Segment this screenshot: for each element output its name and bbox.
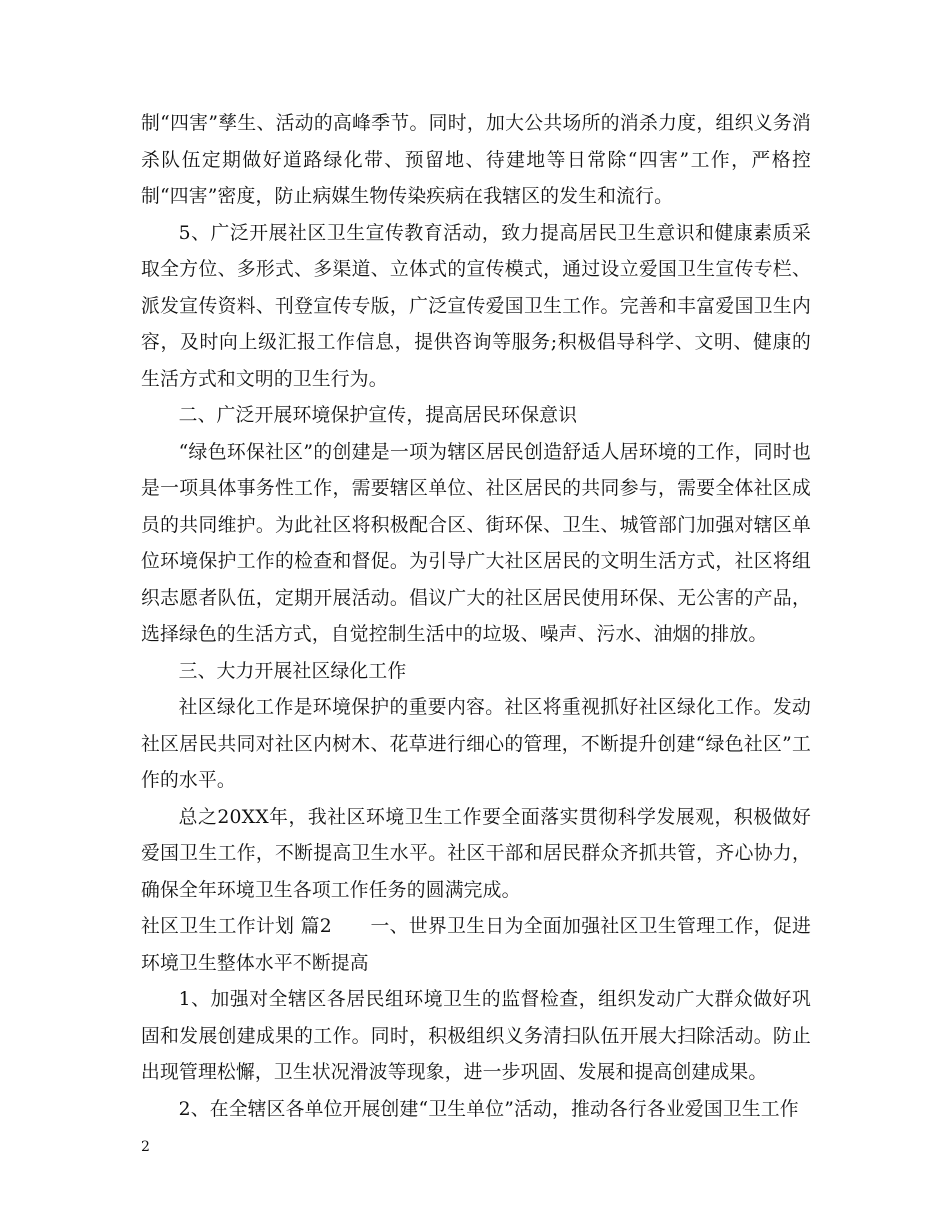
plan-2-heading: 社区卫生工作计划 篇2 一、世界卫生日为全面加强社区卫生管理工作，促进环境卫生整体水平不断提高 (141, 916, 811, 974)
paragraph-green-community: “绿色环保社区”的创建是一项为辖区居民创造舒适人居环境的工作，同时也是一项具体事务性工作，需要辖区单位、社区居民的共同参与，需要全体社区成员的共同维护。为此社区将积极配合区、街环保、卫生、城管部门加强对辖区单位环境保护工作的检查和督促。为引导广大社区居民的文明生活方式，社区将组织志愿者队伍，定期开展活动。倡议广大的社区居民使用环保、无公害的产品，选择绿色的生活方式，自觉控制生活中的垃圾、噪声、污水、油烟的排放。 (141, 441, 811, 645)
page-number: 2 (141, 1139, 150, 1155)
section-heading-3: 三、大力开展社区绿化工作 (178, 660, 407, 682)
paragraph-summary: 总之20XX年，我社区环境卫生工作要全面落实贯彻科学发展观，积极做好爱国卫生工作，不断提高卫生水平。社区干部和居民群众齐抓共管，齐心协力，确保全年环境卫生各项工作任务的圆满完成。 (141, 806, 811, 901)
paragraph-greening: 社区绿化工作是环境保护的重要内容。社区将重视抓好社区绿化工作。发动社区居民共同对社区内树木、花草进行细心的管理，不断提升创建“绿色社区”工作的水平。 (141, 697, 811, 791)
body-text (141, 106, 811, 1128)
section-heading-2: 二、广泛开展环境保护宣传，提高居民环保意识 (178, 405, 578, 426)
paragraph-item-5: 5、广泛开展社区卫生宣传教育活动，致力提高居民卫生意识和健康素质采取全方位、多形式、多渠道、立体式的宣传模式，通过设立爱国卫生宣传专栏、派发宣传资料、刊登宣传专版，广泛宣传爱国卫生工作。完善和丰富爱国卫生内容，及时向上级汇报工作信息，提供咨询等服务;积极倡导科学、文明、健康的生活方式和文明的卫生行为。 (141, 222, 811, 390)
paragraph-plan-2-item-1: 1、加强对全辖区各居民组环境卫生的监督检查，组织发动广大群众做好巩固和发展创建成果的工作。同时，积极组织义务清扫队伍开展大扫除活动。防止出现管理松懈，卫生状况滑波等现象，进一步巩固、发展和提高创建成果。 (141, 989, 811, 1083)
paragraph-plan-2-item-2: 2、在全辖区各单位开展创建“卫生单位”活动，推动各行各业爱国卫生工作 (178, 1098, 799, 1120)
paragraph-continuation: 制“四害”孳生、活动的高峰季节。同时，加大公共场所的消杀力度，组织义务消杀队伍定期做好道路绿化带、预留地、待建地等日常除“四害”工作，严格控制“四害”密度，防止病媒生物传染疾病在我辖区的发生和流行。 (141, 113, 811, 207)
